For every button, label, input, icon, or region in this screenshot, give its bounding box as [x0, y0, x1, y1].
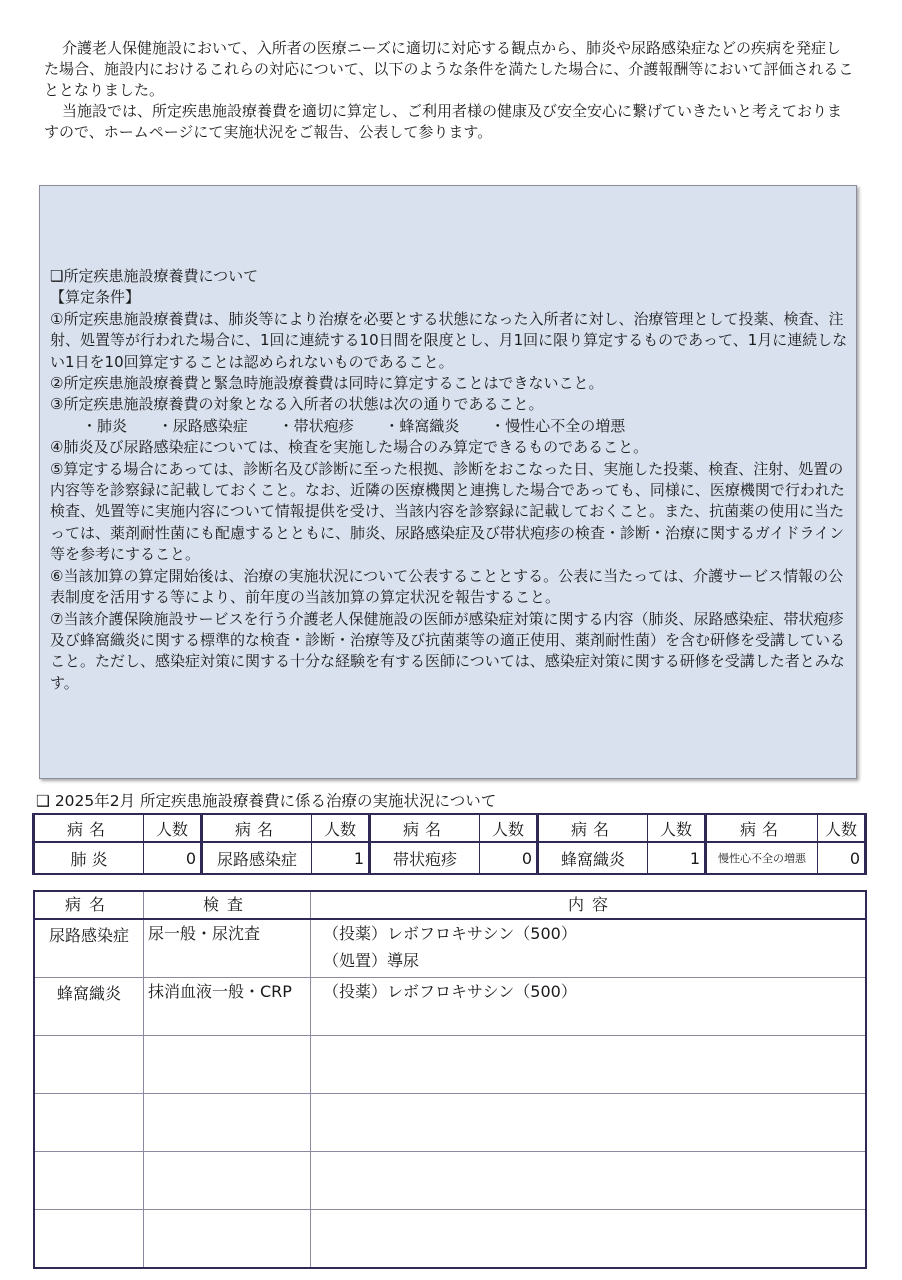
row-content: [311, 978, 867, 1036]
table-row: [34, 978, 866, 1036]
header-disease: 病名: [202, 814, 312, 842]
target-conditions: [50, 416, 850, 437]
intro-paragraph-2: 当施設では、所定疾患施設療養費を適切に算定し、ご利用者様の健康及び安全安心に繋げていきたいと考えておりますので、ホームページにて実施状況をご報告、公表して参ります。: [44, 102, 843, 141]
box-subtitle: 【算定条件】: [50, 288, 141, 307]
table-header-row: [34, 814, 866, 842]
patient-count-table: [32, 813, 867, 875]
header-disease: 病名: [34, 891, 144, 919]
header-count: 人数: [648, 814, 706, 842]
disease-name: 尿路感染症: [202, 842, 312, 874]
row-content: [311, 1094, 867, 1152]
table-row: [34, 919, 866, 978]
row-test: [144, 1036, 311, 1094]
header-count: 人数: [312, 814, 370, 842]
condition-3: ③所定疾患施設療養費の対象となる入所者の状態は次の通りであること。: [50, 395, 544, 414]
row-test: [144, 1094, 311, 1152]
treatment-detail-table: [33, 890, 867, 1269]
target-item: ・肺炎: [82, 416, 128, 435]
row-content: [311, 1152, 867, 1210]
row-disease: [34, 1094, 144, 1152]
row-test: 尿一般・尿沈査: [144, 919, 311, 978]
box-title: ❑所定疾患施設療養費について: [50, 267, 259, 285]
content-line: （投薬）レボフロキサシン（500）: [323, 924, 577, 943]
disease-name: 帯状疱疹: [370, 842, 480, 874]
condition-1: ①所定疾患施設療養費は、肺炎等により治療を必要とする状態になった入所者に対し、治療管理として投薬、検査、注射、処置等が行われた場合に、1回に連続する10日間を限度とし、月1回に限り算定するものであって、1月に連続しない1日を10回算定することは認められないものであること。: [50, 309, 848, 371]
target-item: ・尿路感染症: [157, 416, 248, 435]
row-content: [311, 919, 867, 978]
row-disease: 蜂窩織炎: [34, 978, 144, 1036]
calculation-conditions-box: [39, 185, 857, 779]
intro-text: [44, 38, 854, 143]
row-content: [311, 1210, 867, 1269]
header-count: 人数: [480, 814, 538, 842]
row-content: [311, 1036, 867, 1094]
row-disease: [34, 1036, 144, 1094]
row-test: [144, 1210, 311, 1269]
patient-count: 1: [312, 842, 370, 874]
row-test: 抹消血液一般・CRP: [144, 978, 311, 1036]
table-header-row: [34, 891, 866, 919]
header-disease: 病名: [538, 814, 648, 842]
table-row: [34, 1094, 866, 1152]
disease-name: 慢性心不全の増悪: [706, 842, 818, 874]
content-line: （投薬）レボフロキサシン（500）: [323, 982, 577, 1001]
patient-count: 0: [818, 842, 866, 874]
target-item: ・帯状疱疹: [278, 416, 354, 435]
condition-5: ⑤算定する場合にあっては、診断名及び診断に至った根拠、診断をおこなった日、実施した投薬、検査、注射、処置の内容等を診察録に記載しておくこと。なお、近隣の医療機関と連携した場合であっても、同様に、医療機関で行われた検査、処置等に実施内容について情報提供を受け、当該内容を診察録に記載しておくこと。また、抗菌薬の使用に当たっては、薬剤耐性菌にも配慮するとともに、肺炎、尿路感染症及び帯状疱疹の検査・診断・治療に関するガイドライン等を参考にすること。: [50, 459, 845, 564]
row-disease: [34, 1152, 144, 1210]
disease-name: 肺 炎: [34, 842, 144, 874]
row-disease: 尿路感染症: [34, 919, 144, 978]
header-disease: 病名: [706, 814, 818, 842]
patient-count: 0: [480, 842, 538, 874]
header-count: 人数: [818, 814, 866, 842]
table-row: [34, 842, 866, 874]
target-item: ・蜂窩織炎: [384, 416, 460, 435]
condition-7: ⑦当該介護保険施設サービスを行う介護老人保健施設の医師が感染症対策に関する内容（肺炎、尿路感染症、帯状疱疹及び蜂窩織炎に関する標準的な検査・診断・治療等及び抗菌薬等の適正使用、薬剤耐性菌）を含む研修を受講していること。ただし、感染症対策に関する十分な経験を有する医師については、感染症対策に関する研修を受講した者とみなす。: [50, 609, 846, 692]
row-test: [144, 1152, 311, 1210]
target-item: ・慢性心不全の増悪: [490, 416, 626, 435]
header-disease: 病名: [34, 814, 144, 842]
header-count: 人数: [144, 814, 202, 842]
table-row: [34, 1036, 866, 1094]
header-disease: 病名: [370, 814, 480, 842]
section-heading: ❑ 2025年2月 所定疾患施設療養費に係る治療の実施状況について: [36, 792, 497, 810]
intro-paragraph-1: 介護老人保健施設において、入所者の医療ニーズに適切に対応する観点から、肺炎や尿路感染症などの疾病を発症した場合、施設内におけるこれらの対応について、以下のような条件を満たした場合に、介護報酬等において評価されることとなりました。: [44, 39, 854, 99]
table-row: [34, 1152, 866, 1210]
header-content: 内容: [311, 891, 867, 919]
patient-count: 0: [144, 842, 202, 874]
header-test: 検査: [144, 891, 311, 919]
condition-4: ④肺炎及び尿路感染症については、検査を実施した場合のみ算定できるものであること。: [50, 438, 649, 457]
disease-name: 蜂窩織炎: [538, 842, 648, 874]
table-row: [34, 1210, 866, 1269]
row-disease: [34, 1210, 144, 1269]
condition-2: ②所定疾患施設療養費と緊急時施設療養費は同時に算定することはできないこと。: [50, 374, 604, 393]
condition-6: ⑥当該加算の算定開始後は、治療の実施状況について公表することとする。公表に当たっては、介護サービス情報の公表制度を活用する等により、前年度の当該加算の算定状況を報告すること。: [50, 566, 844, 607]
patient-count: 1: [648, 842, 706, 874]
content-line: （処置）導尿: [323, 951, 420, 970]
